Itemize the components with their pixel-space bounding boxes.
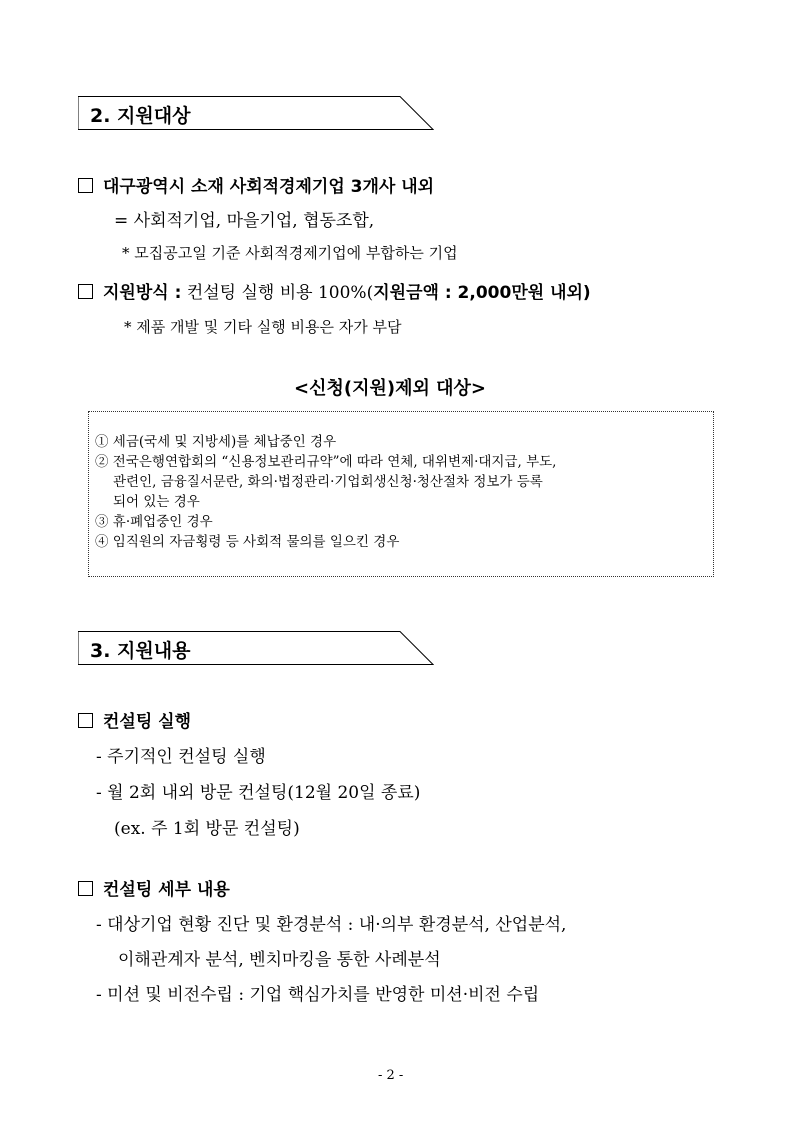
exclusion-item: ① 세금(국세 및 지방세)를 체납중인 경우 [95, 434, 337, 450]
target-sub [114, 206, 374, 231]
consulting-detail-line: - 대상기업 현황 진단 및 환경분석 : 내·의부 환경분석, 산업분석, [96, 915, 567, 935]
checkbox-square-icon [78, 284, 93, 299]
support-method-label: 지원방식 : [103, 283, 182, 303]
exclusion-item-cont: 되어 있는 경우 [113, 494, 200, 510]
checkbox-square-icon [78, 713, 93, 728]
support-method [78, 278, 591, 303]
dash-mark: = [114, 211, 129, 231]
exclusion-item: ③ 휴·폐업중인 경우 [95, 514, 213, 530]
support-note: * 제품 개발 및 기타 실행 비용은 자가 부담 [124, 318, 402, 336]
checkbox-square-icon [78, 881, 93, 896]
exclusion-box [88, 411, 714, 577]
exclusion-title: <신청(지원)제외 대상> [294, 378, 486, 399]
support-method-text: 컨설팅 실행 비용 100%( [186, 283, 374, 303]
consulting-block-title [78, 707, 191, 732]
target-note: * 모집공고일 기준 사회적경제기업에 부합하는 기업 [122, 244, 458, 262]
section-2-title: 2. 지원대상 [90, 105, 191, 127]
target-sub-text: 사회적기업, 마을기업, 협동조합, [133, 211, 375, 231]
section-3-heading [78, 631, 434, 665]
exclusion-item-cont: 관련인, 금융질서문란, 화의·법정관리·기업회생신청·청산절차 정보가 등록 [113, 474, 543, 490]
target-label: 대구광역시 소재 사회적경제기업 3개사 내외 [103, 177, 435, 197]
section-2-heading [78, 96, 434, 130]
consulting-detail-line: - 미션 및 비전수립 : 기업 핵심가치를 반영한 미션·비전 수립 [96, 985, 540, 1005]
exclusion-item: ② 전국은행연합회의 “신용정보관리규약”에 따라 연체, 대위변제·대지급, 부도, [95, 454, 557, 470]
support-amount: 지원금액 : 2,000만원 내외) [373, 283, 591, 303]
checkbox-square-icon [78, 178, 93, 193]
consulting-line: (ex. 주 1회 방문 컨설팅) [114, 819, 300, 839]
consulting-title-text: 컨설팅 실행 [103, 712, 192, 732]
section-3-title: 3. 지원내용 [90, 640, 191, 662]
page-number: - 2 - [378, 1068, 404, 1083]
exclusion-item: ④ 임직원의 자금횡령 등 사회적 물의를 일으킨 경우 [95, 534, 400, 550]
consulting-detail-title [78, 875, 230, 900]
consulting-detail-line: 이해관계자 분석, 벤치마킹을 통한 사례분석 [118, 950, 441, 970]
target-item [78, 172, 434, 197]
consulting-line: - 주기적인 컨설팅 실행 [96, 747, 266, 767]
consulting-line: - 월 2회 내외 방문 컨설팅(12월 20일 종료) [96, 783, 421, 803]
consulting-detail-text: 컨설팅 세부 내용 [103, 880, 230, 900]
